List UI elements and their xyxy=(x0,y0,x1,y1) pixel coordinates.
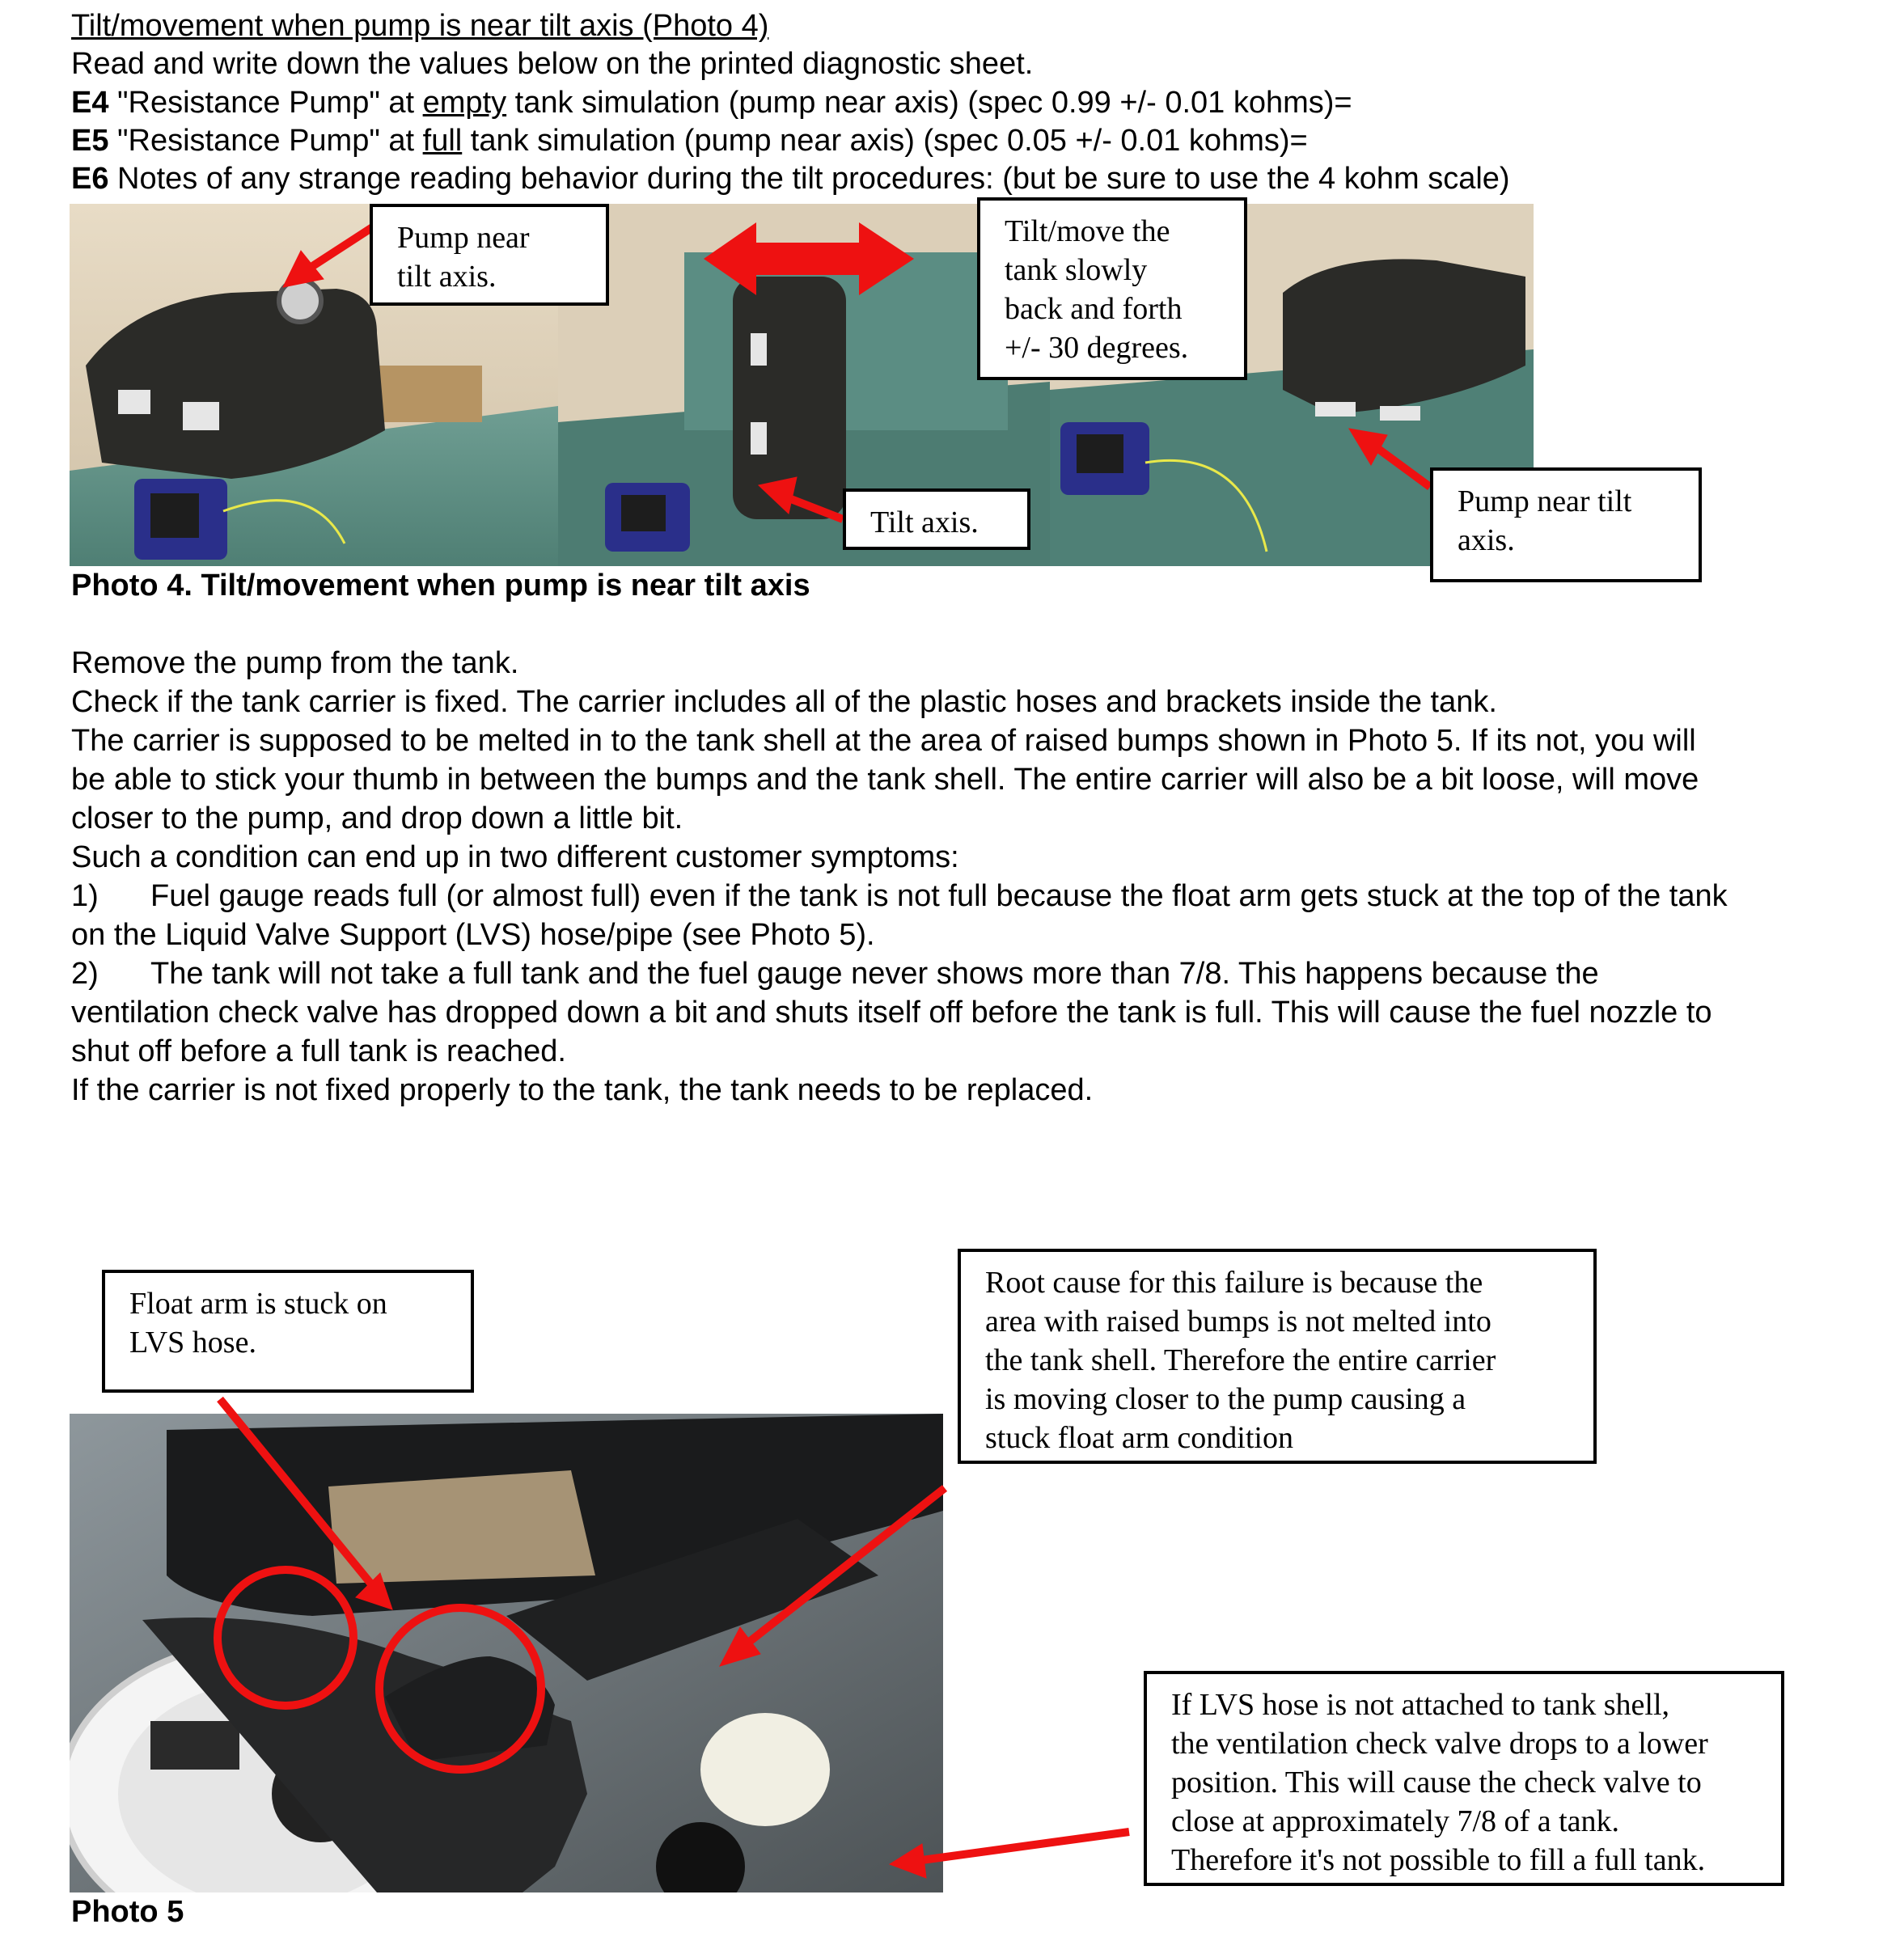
callout-pump-near-tilt-axis-right xyxy=(1430,467,1702,582)
e5-pre: "Resistance Pump" at xyxy=(108,124,423,158)
e6-text: Notes of any strange reading behavior during the tilt procedures: (but be sure to use the 4 kohm scale) xyxy=(108,162,1510,196)
callout-line: stuck float arm condition xyxy=(985,1421,1293,1455)
symptom-1-number: 1) xyxy=(71,879,99,913)
callout-pump-near-tilt-axis xyxy=(370,204,609,306)
callout-tilt-axis xyxy=(843,488,1030,550)
callout-line: LVS hose. xyxy=(129,1326,256,1360)
photo-4-caption: Photo 4. Tilt/movement when pump is near tilt axis xyxy=(71,569,810,603)
callout-line: Pump near tilt xyxy=(1458,484,1632,518)
body-line: be able to stick your thumb in between the bumps and the tank shell. The entire carrier will also be a bit loose, will move xyxy=(71,763,1699,797)
e6-code: E6 xyxy=(71,162,109,196)
callout-line: area with raised bumps is not melted into xyxy=(985,1305,1491,1338)
body-line: Check if the tank carrier is fixed. The carrier includes all of the plastic hoses and brackets inside the tank. xyxy=(71,685,1497,719)
callout-line: Tilt/move the xyxy=(1005,214,1170,248)
callout-line: tank slowly xyxy=(1005,253,1148,287)
symptom-2-cont: ventilation check valve has dropped down a bit and shuts itself off before the tank is full. This will cause the fuel nozzle to xyxy=(71,996,1712,1030)
e4-post: tank simulation (pump near axis) (spec 0.99 +/- 0.01 kohms)= xyxy=(506,86,1352,120)
symptom-1-cont: on the Liquid Valve Support (LVS) hose/pipe (see Photo 5). xyxy=(71,918,875,952)
callout-line: the tank shell. Therefore the entire carrier xyxy=(985,1343,1496,1377)
callout-line: tilt axis. xyxy=(397,260,497,294)
e4-code: E4 xyxy=(71,86,109,120)
callout-line: Therefore it's not possible to fill a full tank. xyxy=(1171,1843,1706,1877)
symptom-2 xyxy=(71,954,1891,993)
body-line: The carrier is supposed to be melted in to the tank shell at the area of raised bumps shown in Photo 5. If its not, you will xyxy=(71,724,1696,758)
callout-line: close at approximately 7/8 of a tank. xyxy=(1171,1804,1619,1838)
instruction-text: Read and write down the values below on the printed diagnostic sheet. xyxy=(71,47,1034,81)
callout-root-cause xyxy=(958,1249,1597,1464)
body-line: closer to the pump, and drop down a little bit. xyxy=(71,801,683,835)
symptom-2-number: 2) xyxy=(71,957,99,991)
e5-underlined: full xyxy=(422,124,463,158)
callout-line: Float arm is stuck on xyxy=(129,1287,387,1321)
callout-lvs-hose xyxy=(1144,1671,1784,1886)
symptom-2-text: The tank will not take a full tank and the fuel gauge never shows more than 7/8. This happens because the xyxy=(150,957,1599,991)
body-line: Remove the pump from the tank. xyxy=(71,646,519,680)
callout-line: position. This will cause the check valve to xyxy=(1171,1766,1702,1799)
callout-line: is moving closer to the pump causing a xyxy=(985,1382,1466,1416)
callout-line: Root cause for this failure is because the xyxy=(985,1266,1483,1300)
e4-underlined: empty xyxy=(422,86,507,120)
callout-line: Tilt axis. xyxy=(870,505,979,539)
callout-line: Pump near xyxy=(397,221,530,255)
conclusion: If the carrier is not fixed properly to the tank, the tank needs to be replaced. xyxy=(71,1073,1094,1107)
body-text xyxy=(71,644,1891,1110)
e5-code: E5 xyxy=(71,124,109,158)
symptom-1-text: Fuel gauge reads full (or almost full) even if the tank is not full because the float arm gets stuck at the top of the tank xyxy=(150,879,1728,913)
callout-line: If LVS hose is not attached to tank shell, xyxy=(1171,1688,1669,1722)
callout-line: back and forth xyxy=(1005,292,1183,326)
callout-line: +/- 30 degrees. xyxy=(1005,331,1189,365)
callout-line: the ventilation check valve drops to a lower xyxy=(1171,1727,1708,1761)
callout-float-arm xyxy=(102,1270,474,1393)
symptom-1 xyxy=(71,877,1891,916)
e5-post: tank simulation (pump near axis) (spec 0.05 +/- 0.01 kohms)= xyxy=(462,124,1308,158)
e4-pre: "Resistance Pump" at xyxy=(108,86,423,120)
body-line: Such a condition can end up in two different customer symptoms: xyxy=(71,840,959,874)
callout-line: axis. xyxy=(1458,523,1515,557)
section-title: Tilt/movement when pump is near tilt axis (Photo 4) xyxy=(71,9,769,43)
callout-tilt-move xyxy=(977,197,1247,380)
symptom-2-cont: shut off before a full tank is reached. xyxy=(71,1034,566,1068)
photo-5-caption: Photo 5 xyxy=(71,1895,184,1929)
